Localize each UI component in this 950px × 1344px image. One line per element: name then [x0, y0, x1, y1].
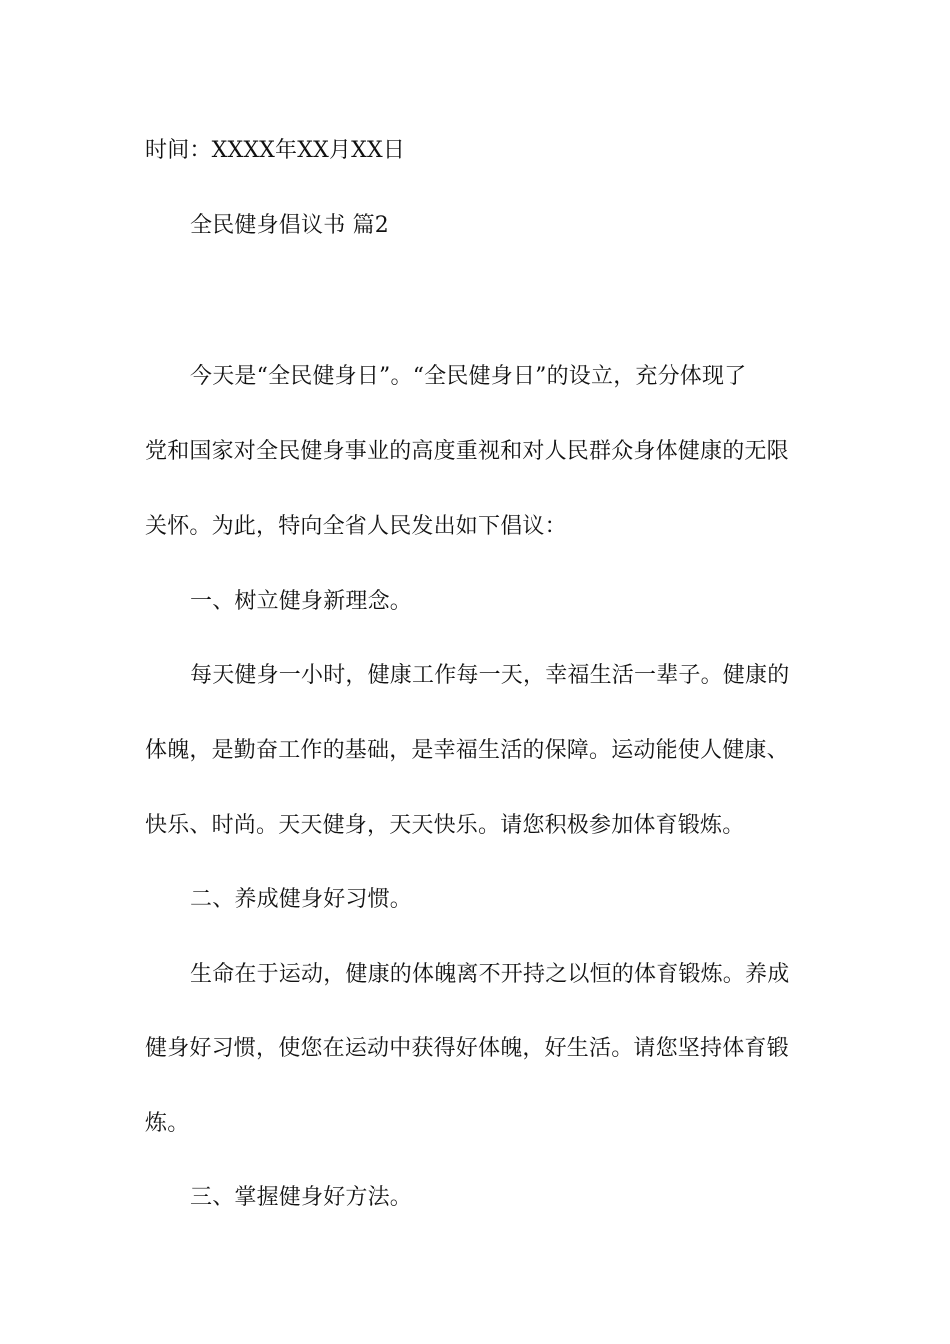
intro-line: 党和国家对全民健身事业的高度重视和对人民群众身体健康的无限 [145, 439, 789, 464]
paragraph-line: 健身好习惯，使您在运动中获得好体魄，好生活。请您坚持体育锻 [145, 1036, 789, 1061]
paragraph-line: 炼。 [145, 1111, 190, 1136]
section-heading: 三、掌握健身好方法。 [190, 1185, 413, 1210]
intro-line: 关怀。为此，特向全省人民发出如下倡议： [145, 514, 567, 539]
paragraph-line: 快乐、时尚。天天健身，天天快乐。请您积极参加体育锻炼。 [145, 813, 745, 838]
paragraph-line: 每天健身一小时，健康工作每一天，幸福生活一辈子。健康的 [190, 663, 790, 688]
date-line: 时间：XXXX年XX月XX日 [145, 138, 406, 163]
intro-line: 今天是“全民健身日”。“全民健身日”的设立，充分体现了 [190, 364, 747, 389]
section-heading: 二、养成健身好习惯。 [190, 887, 413, 912]
document-title: 全民健身倡议书 篇2 [190, 213, 389, 238]
section-heading: 一、树立健身新理念。 [190, 589, 413, 614]
paragraph-line: 体魄，是勤奋工作的基础，是幸福生活的保障。运动能使人健康、 [145, 738, 789, 763]
paragraph-line: 生命在于运动，健康的体魄离不开持之以恒的体育锻炼。养成 [190, 962, 790, 987]
